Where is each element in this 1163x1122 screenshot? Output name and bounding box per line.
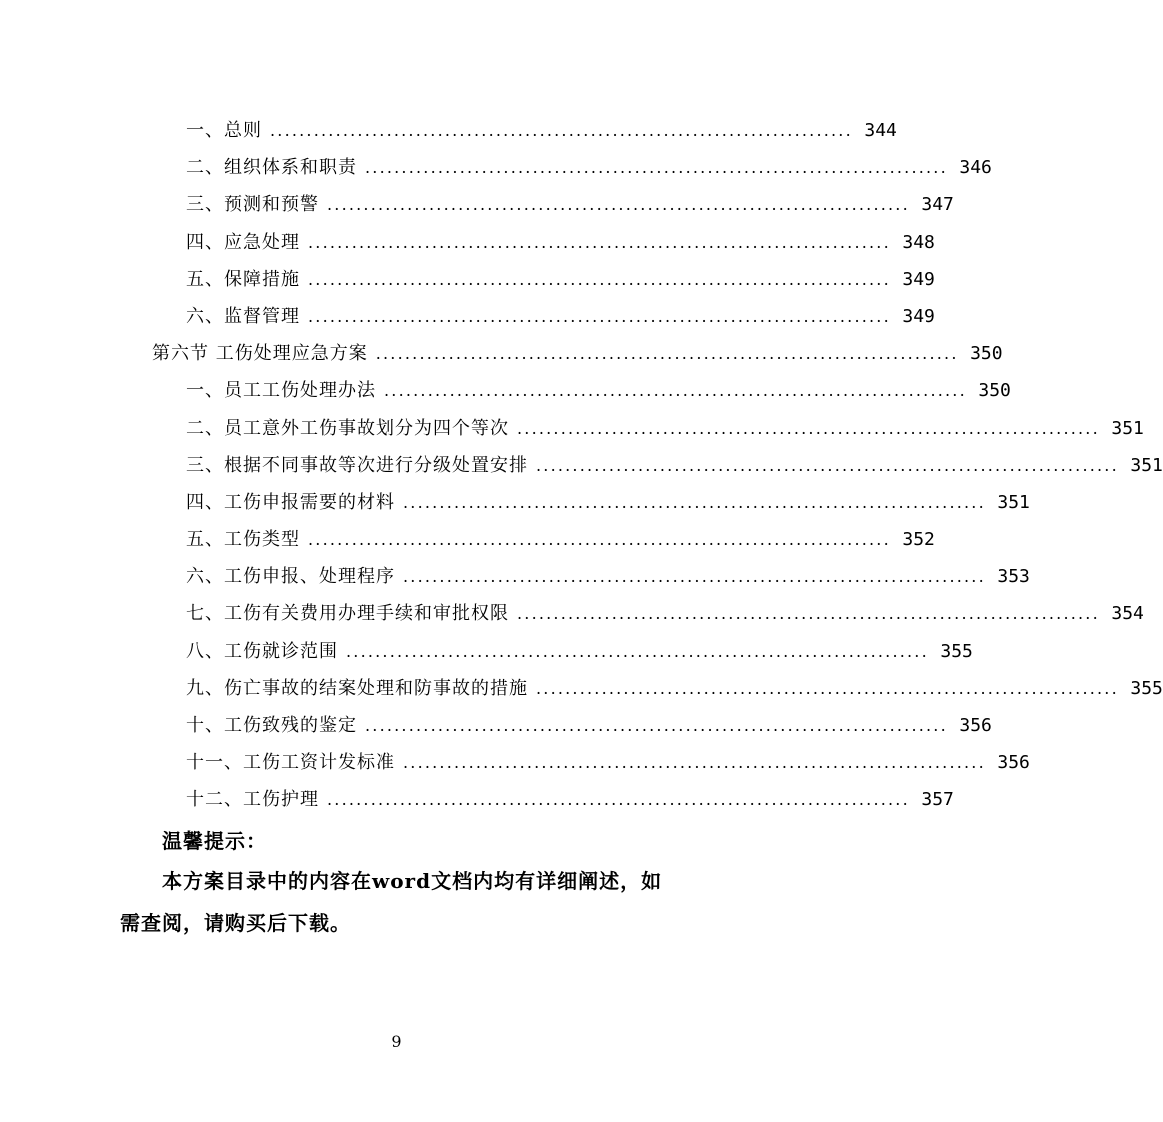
toc-entry-title: 二、员工意外工伤事故划分为四个等次	[186, 417, 509, 439]
toc-dot-leader: ................................................................................	[536, 455, 1119, 475]
toc-entry-title: 四、应急处理	[186, 231, 300, 253]
toc-dot-leader: ................................................................................	[308, 530, 891, 550]
toc-dot-leader: ................................................................................	[384, 381, 967, 401]
toc-entry-title: 第六节 工伤处理应急方案	[152, 343, 368, 365]
toc-entry[interactable]	[0, 521, 935, 558]
toc-entry-page: 356	[997, 752, 1030, 774]
toc-dot-leader: ................................................................................	[517, 604, 1100, 624]
toc-entry[interactable]	[0, 670, 1163, 707]
toc-entry[interactable]	[0, 410, 1144, 447]
toc-entry[interactable]	[0, 744, 1030, 781]
toc-entry[interactable]	[0, 781, 954, 818]
toc-dot-leader: ................................................................................	[308, 269, 891, 289]
toc-entry[interactable]	[0, 261, 935, 298]
toc-entry[interactable]	[0, 224, 935, 261]
toc-dot-leader: ................................................................................	[403, 567, 986, 587]
toc-entry-page: 347	[921, 194, 954, 216]
toc-dot-leader: ................................................................................	[403, 492, 986, 512]
toc-entry-title: 二、组织体系和职责	[186, 157, 357, 179]
toc-entry-title: 一、员工工伤处理办法	[186, 380, 376, 402]
toc-entry[interactable]	[0, 558, 1030, 595]
toc-entry-title: 十、工伤致残的鉴定	[186, 715, 357, 736]
toc-dot-leader: ................................................................................	[270, 121, 853, 140]
toc-entry-title: 十一、工伤工资计发标准	[186, 752, 395, 774]
toc-dot-leader: ................................................................................	[375, 344, 959, 364]
toc-entry-page: 351	[1130, 454, 1163, 476]
toc-dot-leader: ................................................................................	[327, 195, 910, 215]
toc-dot-leader: ................................................................................	[346, 641, 929, 661]
toc-entry-page: 351	[1111, 417, 1144, 439]
toc-entry-title: 六、工伤申报、处理程序	[186, 566, 395, 588]
toc-entry-page: 346	[959, 157, 992, 179]
toc-entry[interactable]	[0, 372, 1011, 409]
toc-entry-page: 355	[940, 640, 973, 662]
toc-entry-title: 八、工伤就诊范围	[186, 640, 338, 662]
toc-section-entry[interactable]	[0, 335, 1003, 372]
toc-dot-leader: ................................................................................	[308, 306, 891, 326]
toc-entry-page: 353	[997, 566, 1030, 588]
notice-title: 温馨提示：	[162, 829, 267, 853]
toc-dot-leader: ................................................................................	[517, 418, 1100, 438]
toc-entry-page: 357	[921, 789, 954, 811]
toc-entry-title: 一、总则	[186, 120, 262, 141]
toc-entry[interactable]	[0, 186, 954, 223]
toc-entry-page: 354	[1111, 603, 1144, 625]
table-of-contents	[0, 112, 1163, 819]
toc-entry[interactable]	[0, 595, 1144, 632]
toc-entry[interactable]	[0, 633, 973, 670]
toc-entry[interactable]	[0, 447, 1163, 484]
toc-entry-title: 五、工伤类型	[186, 529, 300, 551]
toc-dot-leader: ................................................................................	[365, 158, 948, 178]
page-number: 9	[391, 1032, 402, 1051]
toc-entry-page: 344	[864, 120, 897, 141]
toc-dot-leader: ................................................................................	[327, 790, 910, 810]
toc-entry[interactable]	[0, 298, 935, 335]
toc-dot-leader: ................................................................................	[365, 716, 948, 735]
toc-entry-title: 三、根据不同事故等次进行分级处置安排	[186, 454, 528, 476]
toc-entry[interactable]	[0, 149, 992, 186]
toc-entry-title: 九、伤亡事故的结案处理和防事故的措施	[186, 677, 528, 699]
toc-entry-page: 349	[902, 268, 935, 290]
toc-dot-leader: ................................................................................	[536, 678, 1119, 698]
toc-entry-title: 十二、工伤护理	[186, 789, 319, 811]
toc-entry-page: 348	[902, 231, 935, 253]
toc-dot-leader: ................................................................................	[308, 232, 891, 252]
toc-entry-title: 五、保障措施	[186, 268, 300, 290]
toc-dot-leader: ................................................................................	[403, 753, 986, 773]
toc-entry-page: 349	[902, 305, 935, 327]
toc-entry-page: 356	[959, 715, 992, 736]
toc-entry-title: 七、工伤有关费用办理手续和审批权限	[186, 603, 509, 625]
notice-body: 本方案目录中的内容在word文档内均有详细阐述，如需查阅，请购买后下载。	[120, 869, 663, 935]
toc-entry-title: 四、工伤申报需要的材料	[186, 491, 395, 513]
toc-entry-page: 350	[978, 380, 1011, 402]
toc-entry-page: 355	[1130, 677, 1163, 699]
toc-entry-page: 350	[970, 343, 1003, 365]
toc-entry[interactable]	[0, 112, 897, 149]
toc-entry[interactable]	[0, 707, 992, 744]
toc-entry-title: 三、预测和预警	[186, 194, 319, 216]
toc-entry-page: 351	[997, 491, 1030, 513]
toc-entry-title: 六、监督管理	[186, 305, 300, 327]
toc-entry[interactable]	[0, 484, 1030, 521]
toc-entry-page: 352	[902, 529, 935, 551]
